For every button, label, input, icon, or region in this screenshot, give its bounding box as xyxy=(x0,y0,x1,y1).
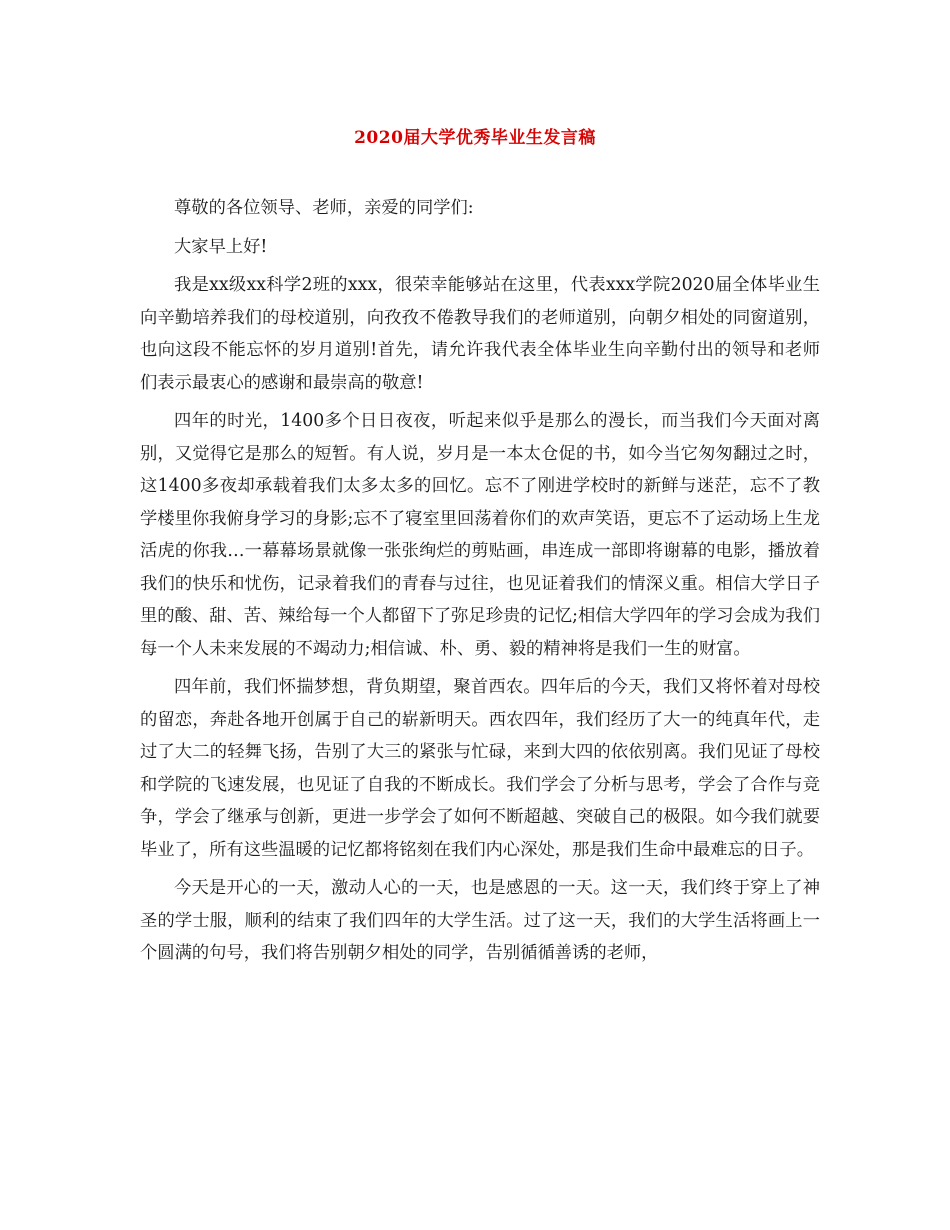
body-paragraph-3: 四年前，我们怀揣梦想，背负期望，聚首西农。四年后的今天，我们又将怀着对母校的留恋，奔赴各地开创属于自己的崭新明天。西农四年，我们经历了大一的纯真年代，走过了大二的轻舞飞扬，告别了大三的紧张与忙碌，来到大四的依依别离。我们见证了母校和学院的飞速发展，也见证了自我的不断成长。我们学会了分析与思考，学会了合作与竞争，学会了继承与创新，更进一步学会了如何不断超越、突破自己的极限。如今我们就要毕业了，所有这些温暖的记忆都将铭刻在我们内心深处，那是我们生命中最难忘的日子。 xyxy=(140,677,820,860)
body-paragraph-4: 今天是开心的一天，激动人心的一天，也是感恩的一天。这一天，我们终于穿上了神圣的学士服，顺利的结束了我们四年的大学生活。过了这一天，我们的大学生活将画上一个圆满的句号，我们将告别朝夕相处的同学，告别循循善诱的老师， xyxy=(140,878,820,963)
document-body xyxy=(140,192,820,976)
body-paragraph-1: 我是xx级xx科学2班的xxx，很荣幸能够站在这里，代表xxx学院2020届全体毕业生向辛勤培养我们的母校道别，向孜孜不倦教导我们的老师道别，向朝夕相处的同窗道别，也向这段不能忘怀的岁月道别!首先，请允许我代表全体毕业生向辛勤付出的领导和老师们表示最衷心的感谢和最崇高的敬意! xyxy=(140,275,820,393)
salutation-line: 尊敬的各位领导、老师，亲爱的同学们: xyxy=(174,198,474,218)
greeting-line: 大家早上好! xyxy=(174,236,268,257)
body-paragraph-2: 四年的时光，1400多个日日夜夜，听起来似乎是那么的漫长，而当我们今天面对离别，又觉得它是那么的短暂。有人说，岁月是一本太仓促的书，如今当它匆匆翻过之时，这1400多夜却承载着我们太多太多的回忆。忘不了刚进学校时的新鲜与迷茫，忘不了教学楼里你我俯身学习的身影;忘不了寝室里回荡着你们的欢声笑语，更忘不了运动场上生龙活虎的你我…一幕幕场景就像一张张绚烂的剪贴画，串连成一部即将谢幕的电影，播放着我们的快乐和忧伤，记录着我们的青春与过往，也见证着我们的情深义重。相信大学日子里的酸、甜、苦、辣给每一个人都留下了弥足珍贵的记忆;相信大学四年的学习会成为我们每一个人未来发展的不竭动力;相信诚、朴、勇、毅的精神将是我们一生的财富。 xyxy=(140,411,820,659)
document-title: 2020届大学优秀毕业生发言稿 xyxy=(354,128,596,148)
